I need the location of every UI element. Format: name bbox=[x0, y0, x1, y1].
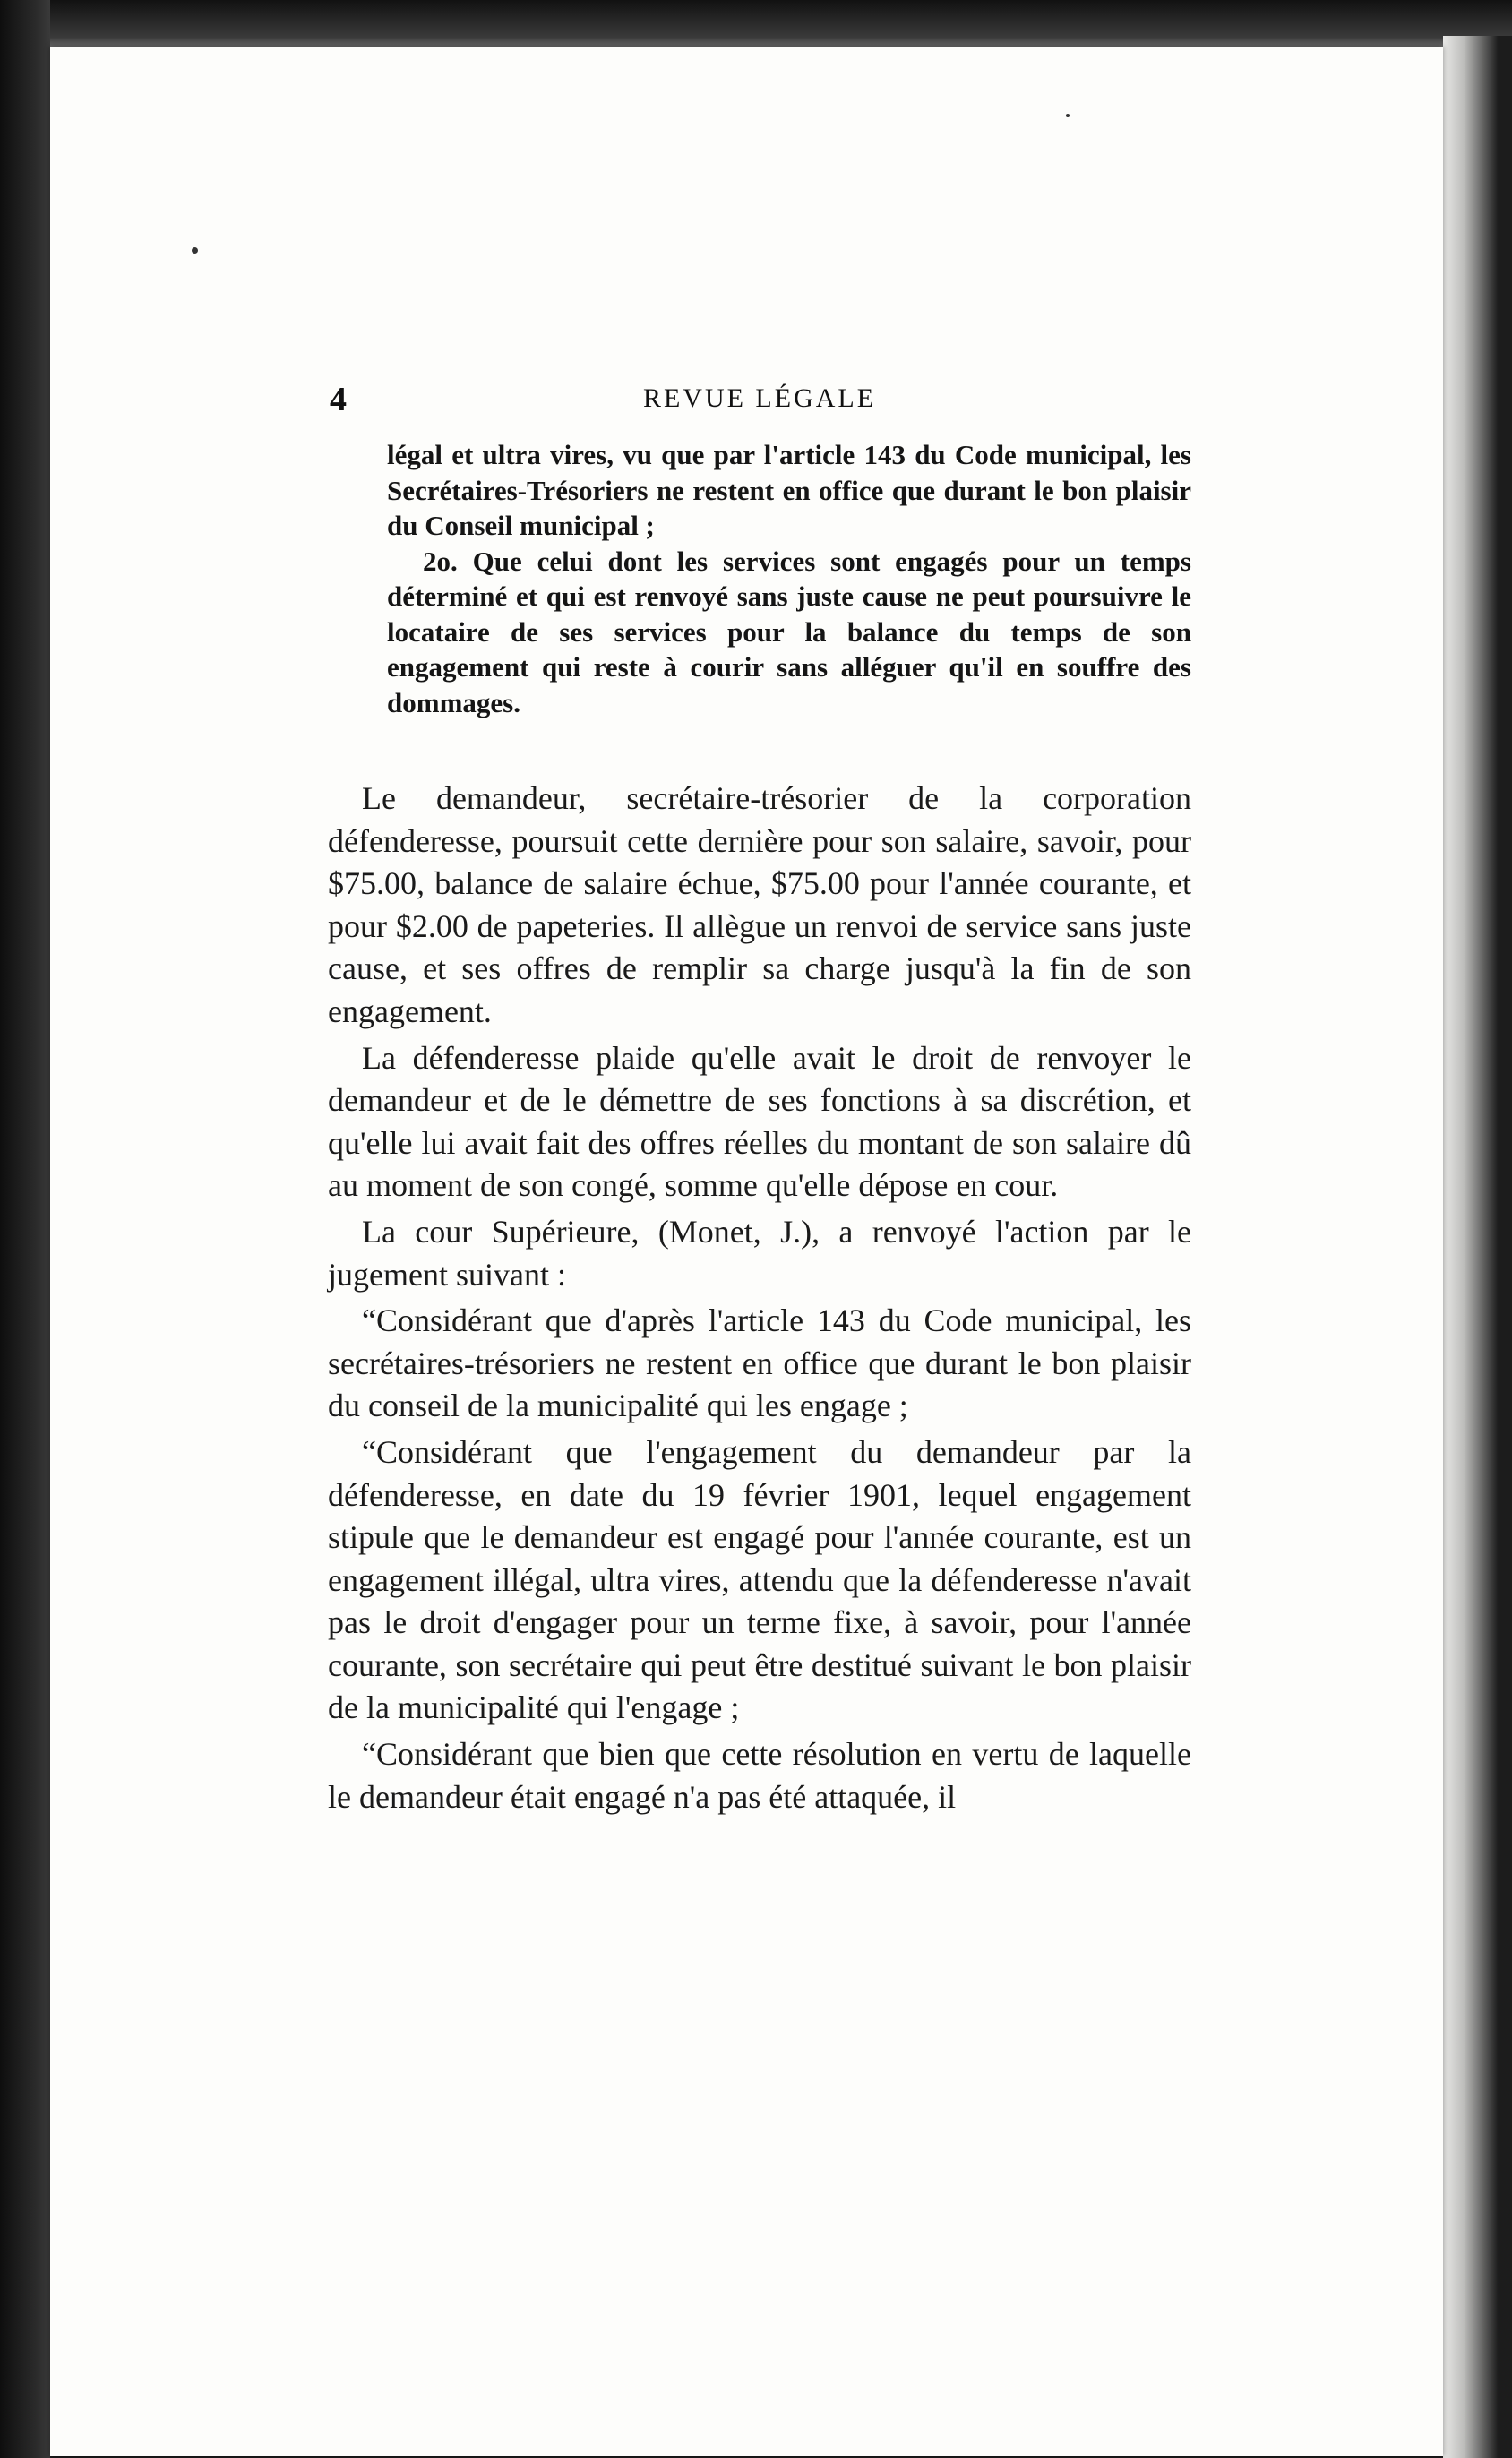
headnote-paragraph: 2o. Que celui dont les services sont engagés pour un temps déterminé et qui est renvoyé sans juste cause ne peut poursuivre le locataire de ses services pour la balance du temps de son engagement qui reste à courir sans alléguer qu'il en souffre des dommages. bbox=[387, 545, 1191, 718]
body-paragraph: “Considérant que d'après l'article 143 du Code municipal, les secrétaires-trésoriers ne restent en office que durant le bon plaisir du conseil de la municipalité qui les engage ; bbox=[328, 1302, 1191, 1424]
scan-left-edge bbox=[0, 0, 50, 2458]
ink-speck bbox=[1066, 114, 1070, 117]
headnote-paragraph: légal et ultra vires, vu que par l'article 143 du Code municipal, les Secrétaires-Trésoriers ne restent en office que durant le bon plaisir du Conseil municipal ; bbox=[387, 439, 1191, 541]
scan-right-edge bbox=[1443, 36, 1512, 2458]
running-title: REVUE LÉGALE bbox=[642, 383, 877, 413]
body-paragraph: “Considérant que l'engagement du demandeur par la défenderesse, en date du 19 février 1901, lequel engagement stipule que le demandeur est engagé pour l'année courante, est un engagement illégal, ultra vires, attendu que la défenderesse n'avait pas le droit d'engager pour un terme fixe, à savoir, pour l'année courante, son secrétaire qui peut être destitué suivant le bon plaisir de la municipalité qui l'engage ; bbox=[328, 1433, 1191, 1726]
page-number: 4 bbox=[330, 381, 347, 418]
scan-top-edge bbox=[36, 0, 1512, 47]
body-paragraph: “Considérant que bien que cette résolution en vertu de laquelle le demandeur était engagé n'a pas été attaquée, il bbox=[328, 1736, 1191, 1815]
body-paragraph: La défenderesse plaide qu'elle avait le droit de renvoyer le demandeur et de le démettre de ses fonctions à sa discrétion, et qu'elle lui avait fait des offres réelles du montant de son salaire dû au moment de son congé, somme qu'elle dépose en cour. bbox=[328, 1039, 1191, 1204]
ink-speck bbox=[192, 247, 198, 254]
body-text bbox=[328, 778, 1191, 1820]
headnote bbox=[387, 437, 1191, 720]
body-paragraph: Le demandeur, secrétaire-trésorier de la corporation défenderesse, poursuit cette dernière pour son salaire, savoir, pour $75.00, balance de salaire échue, $75.00 pour l'année courante, et pour $2.00 de papeteries. Il allègue un renvoi de service sans juste cause, et ses offres de remplir sa charge jusqu'à la fin de son engagement. bbox=[328, 780, 1191, 1029]
body-paragraph: La cour Supérieure, (Monet, J.), a renvoyé l'action par le jugement suivant : bbox=[328, 1213, 1191, 1293]
running-header bbox=[330, 380, 1190, 419]
